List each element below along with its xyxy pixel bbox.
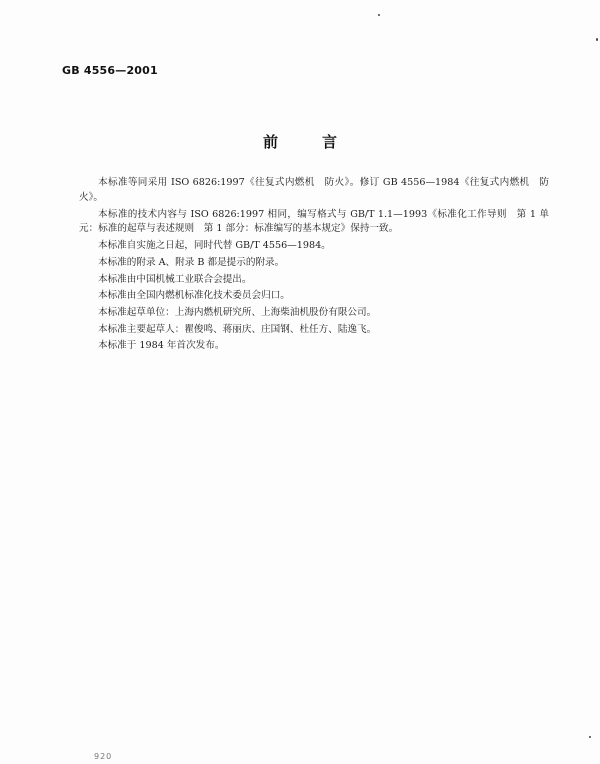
paragraph-replacement: 本标准自实施之日起，同时代替 GB/T 4556—1984。 <box>98 240 331 252</box>
paragraph-technical-committee: 本标准由全国内燃机标准化技术委员会归口。 <box>98 290 290 302</box>
paragraph-technical-content: 本标准的技术内容与 ISO 6826:1997 相同，编写格式与 GB/T 1.1—1993《标准化工作导则 第 1 单元：标准的起草与表述规则 第 1 部分：标准编写的基本规定》保持一致。 <box>79 208 549 235</box>
scan-speck <box>378 14 380 16</box>
foreword-body <box>79 176 549 356</box>
page-number: 920 <box>94 752 113 761</box>
paragraph-first-issue: 本标准于 1984 年首次发布。 <box>98 340 225 352</box>
scan-speck <box>596 38 598 41</box>
paragraph-annexes: 本标准的附录 A、附录 B 都是提示的附录。 <box>98 256 285 268</box>
scan-speck <box>589 736 591 738</box>
paragraph-drafters: 本标准主要起草人：瞿俊鸣、蒋丽庆、庄国钢、杜任方、陆逸飞。 <box>98 323 377 335</box>
paragraph-adoption: 本标准等同采用 ISO 6826:1997《往复式内燃机 防火》。修订 GB 4556—1984《往复式内燃机 防火》。 <box>79 177 549 203</box>
paragraph-proposer: 本标准由中国机械工业联合会提出。 <box>98 273 252 285</box>
page-title: 前言 <box>262 133 381 151</box>
standard-code: GB 4556—2001 <box>62 64 158 77</box>
paragraph-drafting-units: 本标准起草单位：上海内燃机研究所、上海柴油机股份有限公司。 <box>98 306 377 318</box>
